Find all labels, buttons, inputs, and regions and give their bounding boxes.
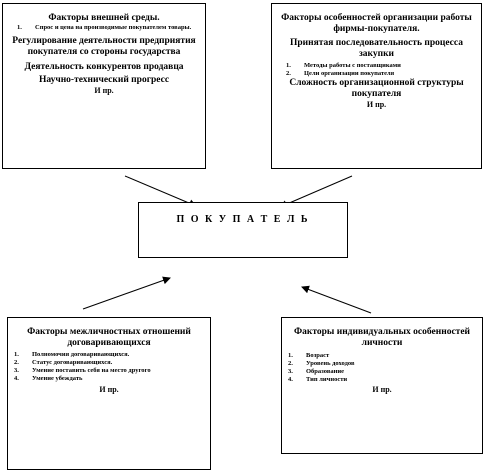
buyer-label: П О К У П А Т Е Л Ь [176, 214, 310, 225]
list-item-num: 2. [286, 70, 291, 77]
list-item-text: Уровень доходов [306, 360, 355, 367]
personal-etc: И пр. [372, 385, 392, 394]
list-item [14, 375, 204, 383]
list-item-text: Тип личности [306, 376, 348, 383]
list-item [14, 367, 204, 375]
personal-factors-box [281, 317, 483, 454]
external-title: Факторы внешней среды. [48, 13, 160, 23]
list-item [288, 368, 476, 376]
list-item-text: Умение поставить себя на место другого [32, 367, 151, 374]
list-item [276, 70, 477, 78]
external-list [7, 24, 201, 32]
org-etc: И пр. [366, 100, 387, 109]
org-line-structure: Сложность организационной структуры покупателя [289, 78, 464, 99]
list-item-num: 4. [14, 375, 19, 382]
external-etc: И пр. [94, 86, 114, 95]
organization-factors-box [271, 3, 482, 169]
list-item-num: 4. [288, 376, 293, 383]
org-title: Факторы особенностей организации работы фирмы-покупателя. [281, 13, 472, 34]
list-item-num: 3. [14, 367, 19, 374]
list-item-num: 2. [14, 359, 19, 366]
external-factors-box [2, 3, 206, 169]
interpersonal-list [14, 351, 204, 383]
list-item [288, 352, 476, 360]
list-item-text: Образование [306, 368, 344, 375]
list-item-num: 1. [14, 351, 19, 358]
personal-title: Факторы индивидуальных особенностей личности [293, 327, 471, 348]
list-item-text: Методы работы с поставщиками [304, 62, 401, 69]
interpersonal-factors-box [7, 317, 211, 470]
list-item-num: 1. [17, 24, 22, 31]
list-item [288, 376, 476, 384]
list-item-text: Цели организации покупателя [304, 70, 395, 77]
external-line-progress: Научно-технический прогресс [38, 75, 170, 85]
list-item-text: Статус договаривающихся. [32, 359, 113, 366]
list-item [276, 62, 477, 70]
list-item-text: Спрос и цена на производимые покупателем товары. [35, 24, 192, 31]
list-item-text: Полномочия договаривающихся. [32, 351, 130, 358]
list-item-num: 1. [286, 62, 291, 69]
list-item [14, 351, 204, 359]
personal-list [288, 352, 476, 384]
list-item [7, 24, 201, 32]
list-item [288, 360, 476, 368]
list-item-text: Умение убеждать [32, 375, 83, 382]
list-item-text: Возраст [306, 352, 330, 359]
interpersonal-etc: И пр. [99, 385, 119, 394]
arrow-interpersonal-to-buyer [83, 278, 170, 309]
org-line-procurement: Принятая последовательность процесса закупки [290, 38, 463, 59]
interpersonal-title: Факторы межличностных отношений договаривающихся [27, 327, 191, 348]
list-item [14, 359, 204, 367]
external-line-competitors: Деятельность конкурентов продавца [24, 62, 184, 72]
list-item-num: 1. [288, 352, 293, 359]
org-list [276, 62, 477, 78]
list-item-num: 2. [288, 360, 293, 367]
list-item-num: 3. [288, 368, 293, 375]
arrow-personal-to-buyer [302, 287, 371, 313]
external-line-regulation: Регулирование деятельности предприятия покупателя со стороны государства [12, 36, 196, 57]
buyer-box [138, 202, 348, 258]
